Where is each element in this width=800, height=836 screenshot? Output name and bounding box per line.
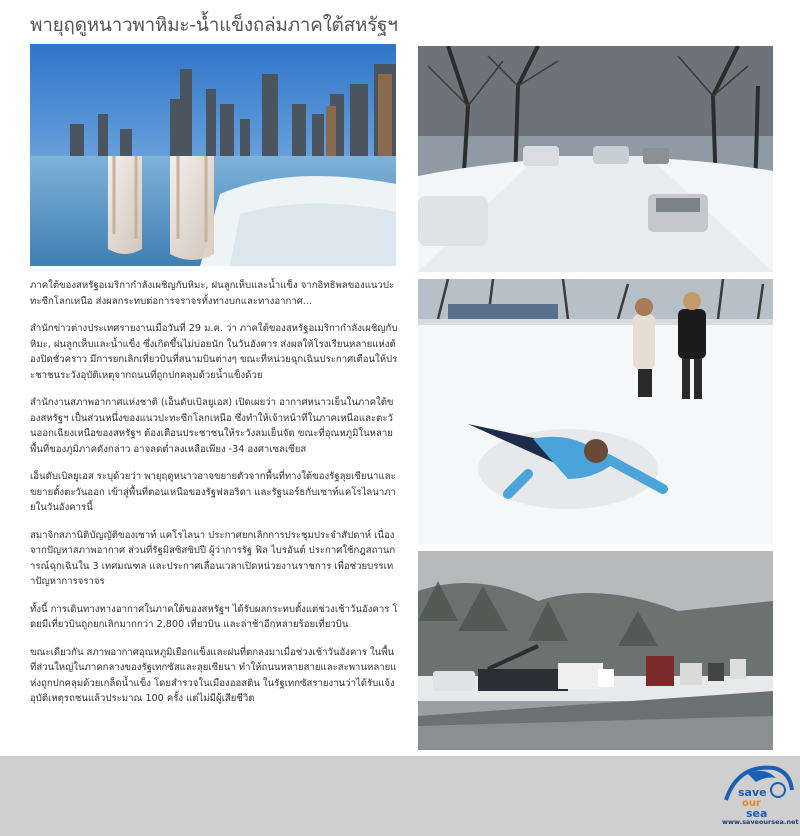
article-paragraph: สมาจิกสภานิติบัญญัติของเซาท์ แคโรไลนา ประกาศยกเลิกการประชุมประจำสัปดาห์ เนื่องจากปัญหาสภาพอากาศ ส่วนที่รัฐมิสซิสซิปปี ผู้ว่าการรัฐ ฟิล ไบรอันต์ ประกาศใช้กฎสถานการณ์ฉุกเฉินใน 3 เทศมณฑล และประกาศเลื่อนเวลาเปิดหน่วยงานราชการ เพื่อช่วยบรรเทาปัญหาการจราจร: [30, 529, 396, 587]
article-paragraph: เอ็นดับเบิลยูเอส ระบุด้วยว่า พายุฤดูหนาวอาจขยายตัวจากพื้นที่ทางใต้ของรัฐลุยเซียนาและขยายตั้งตะวันออก เข้าสู่พื้นที่ตอนเหนือของรัฐฟลอริดา และรัฐนอร์ธกับเซาท์แคโรไลนาภายในวันอังคารนี้: [30, 471, 396, 513]
snowy-street-photo: [418, 46, 773, 272]
article-paragraph: ขณะเดียวกัน สภาพอากาศอุณหภูมิเยือกแข็งและฝนที่ตกลงมาเมื่อช่วงเช้าวันอังคาร ในพื้นที่ส่วนใหญ่ในภาคกลางของรัฐเทกซัสและลุยเซียนา ทำให้ถนนหลายสายและสะพานหลายแห่งถูกปกคลุมด้วยเกล็ดน้ำแข็ง โดยสำรวจในเมืองออสติน ในรัฐเทกซัสรายงานว่าได้รับแจ้งอุบัติเหตุรถชนแล้วประมาณ 100 ครั้ง แต่ไม่มีผู้เสียชีวิต: [30, 646, 397, 704]
logo-url[interactable]: www.saveoursea.net: [722, 818, 799, 826]
article-lead: ภาคใต้ของสหรัฐอเมริกากำลังเผชิญกับหิมะ, ฝนลูกเห็บและน้ำแข็ง จากอิทธิพลของแนวปะทะซีกโลกเหนือ ส่งผลกระทบต่อการจราจรทั้งทางบกและทางอากาศ...: [30, 280, 395, 307]
snowy-highway-photo: [418, 551, 773, 750]
chicago-frozen-lake-photo: [30, 44, 396, 266]
article-paragraph: ทั้งนี้ การเดินทางทางอากาศในภาคใต้ของสหรัฐฯ ได้รับผลกระทบตั้งแต่ช่วงเช้าวันอังคาร โดยมีเที่ยวบินถูกยกเลิกมากกว่า 2,800 เที่ยวบิน และล่าช้าอีกหลายร้อยเที่ยวบิน: [30, 603, 398, 630]
logo-text-sea: sea: [746, 807, 768, 820]
footer-band: [0, 756, 800, 836]
article-paragraph: สำนักงานสภาพอากาศแห่งชาติ (เอ็นดับเบิลยูเอส) เปิดเผยว่า อากาศหนาวเย็นในภาคใต้ของสหรัฐฯ เป็นส่วนหนึ่งของแนวปะทะซีกโลกเหนือ ซึ่งทำให้เจ้าหน้าที่ในภาคเหนือและตะวันออกเฉียงเหนือของสหรัฐฯ ต้องเตือนประชาชนให้ระวังลมเย็นจัด ขณะที่อุณหภูมิในหลายพื้นที่ของภูมิภาคดังกล่าว อาจลดต่ำลงเหลือเพียง -34 องศาเซลเซียส: [30, 397, 394, 455]
logo-text-save: save: [738, 786, 767, 799]
article-paragraph: สำนักข่าวต่างประเทศรายงานเมื่อวันที่ 29 ม.ค. ว่า ภาคใต้ของสหรัฐอเมริกากำลังเผชิญกับหิมะ, ฝนลูกเห็บและน้ำแข็ง ซึ่งเกิดขึ้นไม่บ่อยนัก ในวันอังคาร ส่งผลให้โรงเรียนหลายแห่งต้องปิดชั่วคราว มีการยกเลิกเที่ยวบินที่สนามบินต่างๆ ขณะที่หน่วยฉุกเฉินประกาศเตือนให้ประชาชนระวังอุบัติเหตุจากถนนที่ถูกปกคลุมด้วยน้ำแข็งด้วย: [30, 323, 398, 381]
article-title: พายุฤดูหนาวพาหิมะ-น้ำแข็งถล่มภาคใต้สหรัฐฯ: [30, 14, 398, 36]
saveoursea-logo[interactable]: [718, 760, 796, 822]
snow-angel-photo: [418, 279, 773, 544]
article-body: [30, 278, 398, 719]
logo-text-our: our: [742, 798, 761, 809]
